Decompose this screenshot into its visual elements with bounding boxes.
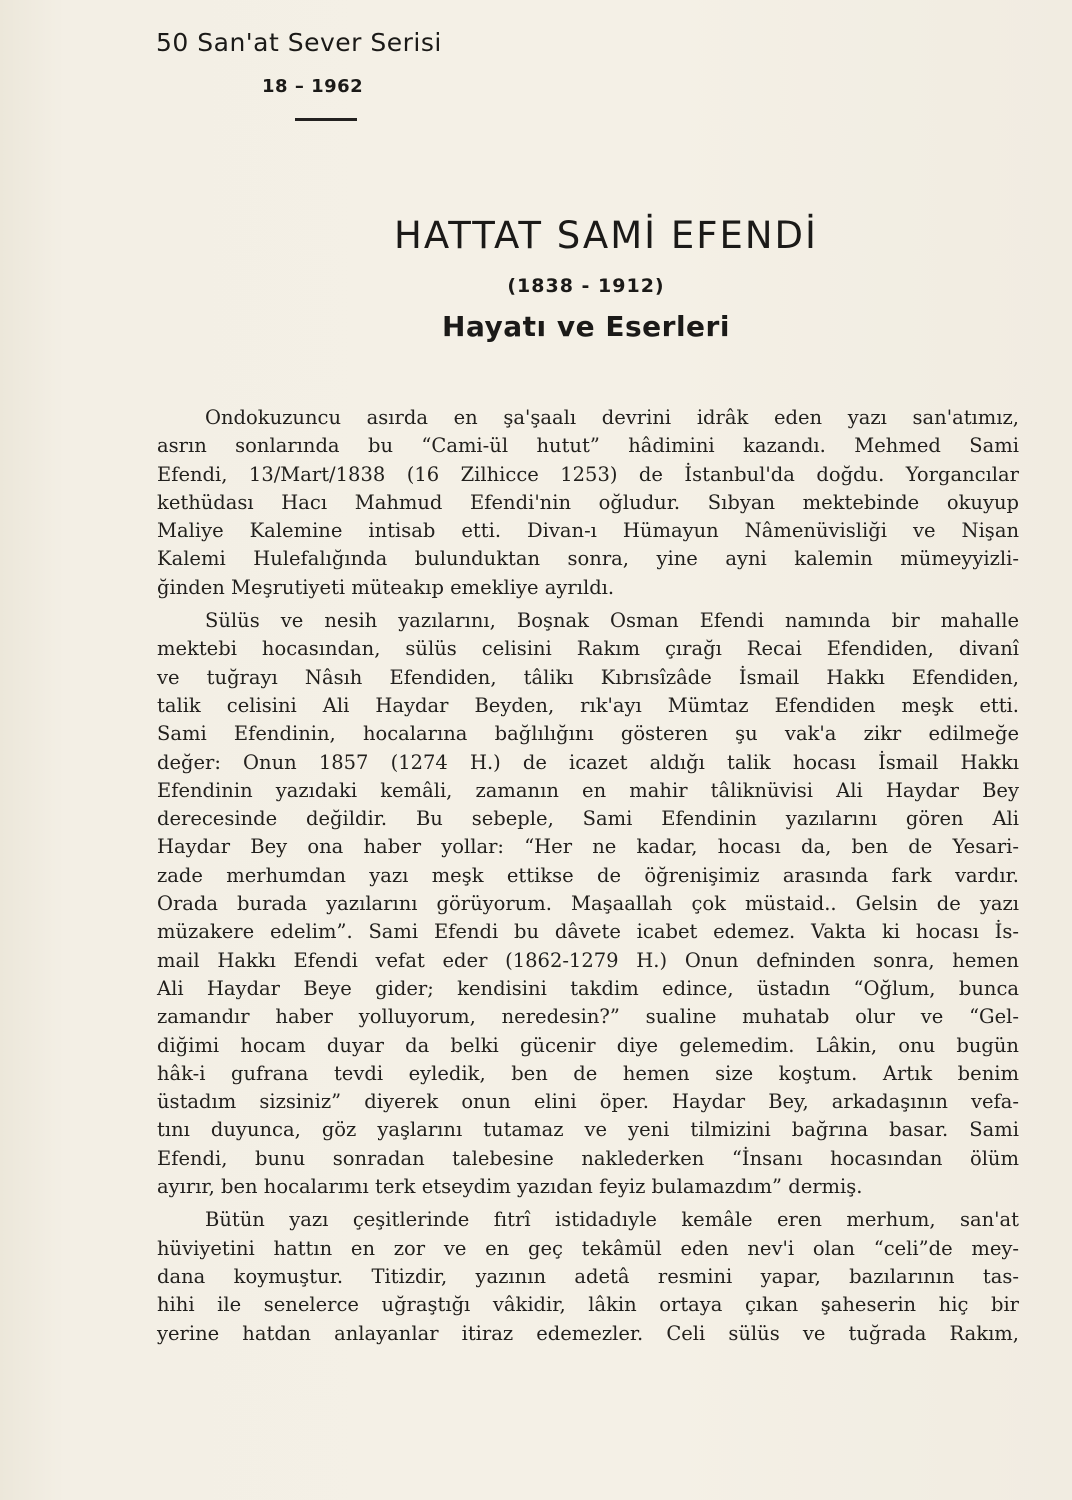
text-line: Maliye Kalemine intisab etti. Divan-ı Hümayun Nâmenüvisliği ve Nişan: [157, 519, 1019, 543]
text-line: zamandır haber yolluyorum, neredesin?” sualine muhatab olur ve “Gel-: [157, 1005, 1019, 1029]
paragraph: [157, 404, 1019, 602]
text-line: Kalemi Hulefalığında bulunduktan sonra, yine ayni kalemin mümeyyizli-: [157, 547, 1019, 571]
text-line: asrın sonlarında bu “Cami-ül hutut” hâdimini kazandı. Mehmed Sami: [157, 434, 1019, 458]
text-line: mektebi hocasından, sülüs celisini Rakım çırağı Recai Efendiden, divanî: [157, 637, 1019, 661]
text-line: dana koymuştur. Titizdir, yazının adetâ resmini yapar, bazılarının tas-: [157, 1264, 1019, 1288]
text-line: hüviyetini hattın en zor ve en geç tekâmül eden nev'i olan “celi”de mey-: [157, 1236, 1019, 1260]
text-line: diğimi hocam duyar da belki gücenir diye gelemedim. Lâkin, onu bugün: [157, 1033, 1019, 1057]
header-rule: [295, 118, 357, 121]
text-line: hâk-i gufrana tevdi eyledik, ben de hemen size koştum. Artık benim: [157, 1061, 1019, 1085]
text-line: kethüdası Hacı Mahmud Efendi'nin oğludur. Sıbyan mektebinde okuyup: [157, 490, 1019, 514]
paragraph: [157, 607, 1019, 1201]
text-line: Orada burada yazılarını görüyorum. Maşaallah çok müstaid.. Gelsin de yazı: [157, 892, 1019, 916]
text-line: ğinden Meşrutiyeti müteakıp emekliye ayrıldı.: [157, 575, 615, 599]
article-title: HATTAT SAMİ EFENDİ: [394, 214, 818, 257]
text-line: Efendi, 13/Mart/1838 (16 Zilhicce 1253) de İstanbul'da doğdu. Yorgancılar: [157, 462, 1019, 486]
text-line: müzakere edelim”. Sami Efendi bu dâvete icabet edemez. Vakta ki hocası İs-: [157, 920, 1019, 944]
text-line: Bütün yazı çeşitlerinde fıtrî istidadıyle kemâle eren merhum, san'at: [205, 1208, 1019, 1232]
text-line: tını duyunca, göz yaşlarını tutamaz ve yeni tilmizini bağrına basar. Sami: [157, 1118, 1019, 1142]
text-line: Efendinin yazıdaki kemâli, zamanın en mahir tâliknüvisi Ali Haydar Bey: [157, 778, 1019, 802]
text-line: üstadım sizsiniz” diyerek onun elini öper. Haydar Bey, arkadaşının vefa-: [157, 1090, 1019, 1114]
article-subtitle: Hayatı ve Eserleri: [442, 310, 730, 343]
text-line: mail Hakkı Efendi vefat eder (1862-1279 H.) Onun defninden sonra, hemen: [157, 948, 1019, 972]
text-line: derecesinde değildir. Bu sebeple, Sami Efendinin yazılarını gören Ali: [157, 807, 1019, 831]
article-body: [157, 404, 1019, 1353]
issue-number: 18 – 1962: [262, 76, 364, 97]
text-line: Sülüs ve nesih yazılarını, Boşnak Osman Efendi namında bir mahalle: [205, 609, 1019, 633]
series-heading: 50 San'at Sever Serisi: [156, 28, 442, 57]
text-line: hihi ile senelerce uğraştığı vâkidir, lâkin ortaya çıkan şaheserin hiç bir: [157, 1293, 1019, 1317]
text-line: talik celisini Ali Haydar Beyden, rık'ayı Mümtaz Efendiden meşk etti.: [157, 693, 1019, 717]
paragraph: [157, 1206, 1019, 1347]
text-line: zade merhumdan yazı meşk ettikse de öğrenişimiz arasında fark vardır.: [157, 863, 1019, 887]
text-line: değer: Onun 1857 (1274 H.) de icazet aldığı talik hocası İsmail Hakkı: [157, 750, 1019, 774]
text-line: Efendi, bunu sonradan talebesine naklederken “İnsanı hocasından ölüm: [157, 1146, 1019, 1170]
article-dates: (1838 - 1912): [507, 275, 665, 297]
text-line: Ondokuzuncu asırda en şa'şaalı devrini idrâk eden yazı san'atımız,: [205, 406, 1019, 429]
text-line: ayırır, ben hocalarımı terk etseydim yazıdan feyiz bulamazdım” dermiş.: [157, 1175, 863, 1199]
text-line: yerine hatdan anlayanlar itiraz edemezler. Celi sülüs ve tuğrada Rakım,: [157, 1321, 1019, 1345]
text-line: Sami Efendinin, hocalarına bağlılığını gösteren şu vak'a zikr edilmeğe: [157, 722, 1019, 746]
text-line: ve tuğrayı Nâsıh Efendiden, tâlikı Kıbrısîzâde İsmail Hakkı Efendiden,: [157, 665, 1019, 689]
text-line: Ali Haydar Beye gider; kendisini takdim edince, üstadın “Oğlum, bunca: [157, 976, 1019, 1000]
text-line: Haydar Bey ona haber yollar: “Her ne kadar, hocası da, ben de Yesari-: [157, 835, 1019, 859]
